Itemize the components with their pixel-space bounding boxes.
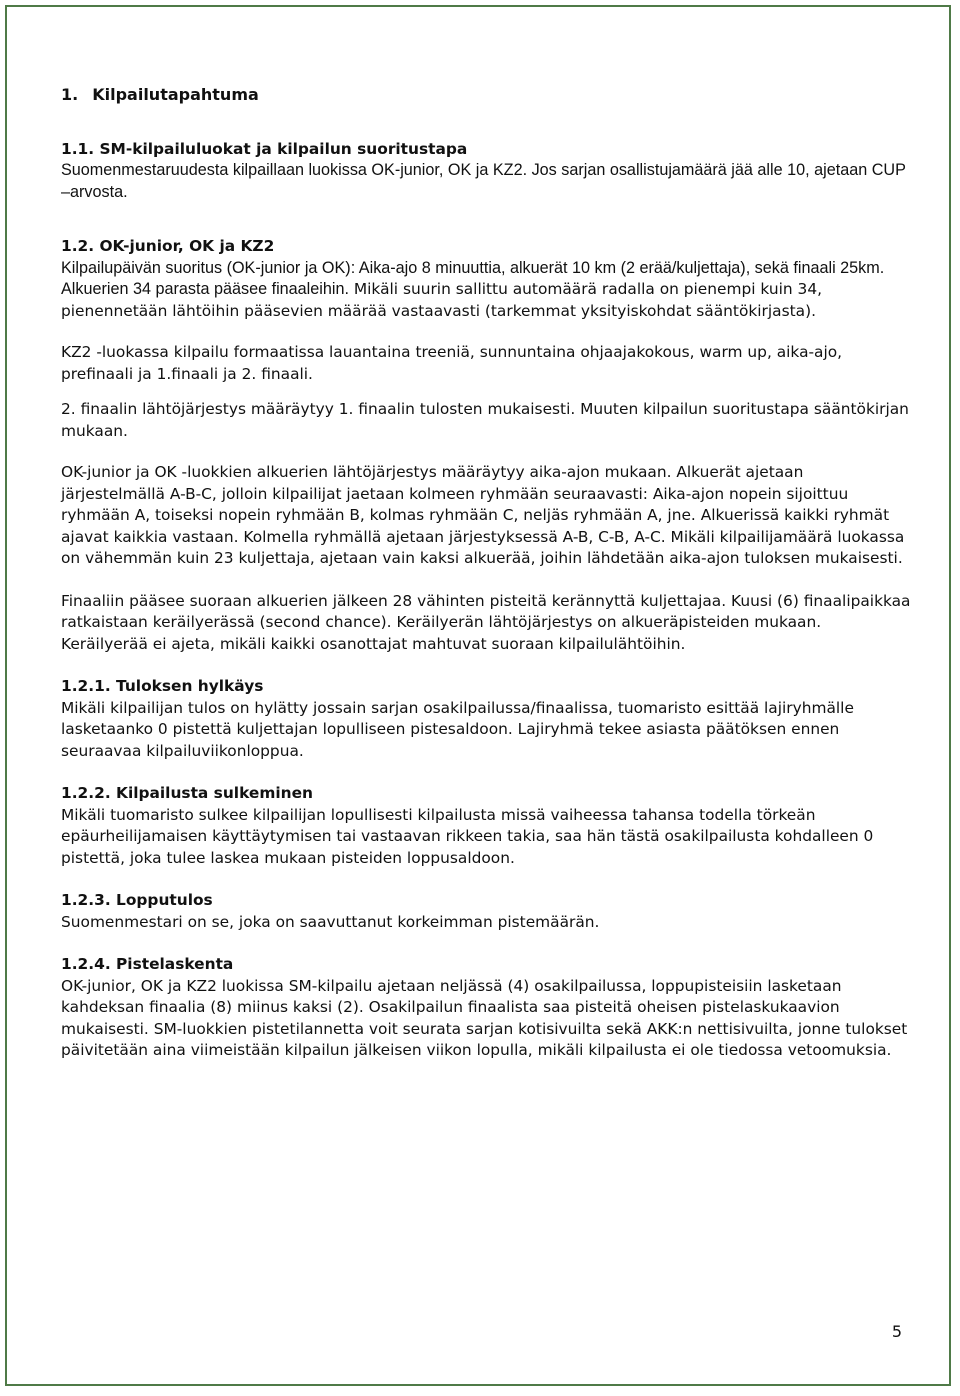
- section-1-2-text-rest: Mikäli suurin sallittu automäärä radalla on pienempi kuin 34, pienennetään lähtöihin pääsevien määrää vastaavasti (tarkemmat yksityiskohdat sääntökirjasta).: [61, 280, 823, 320]
- section-1-heading: [61, 84, 911, 106]
- paragraph-heats-order: OK-junior ja OK -luokkien alkuerien lähtöjärjestys määräytyy aika-ajon mukaan. Alkuerät ajetaan järjestelmällä A-B-C, jolloin kilpailijat jaetaan kolmeen ryhmään seuraavasti: Aika-ajon nopein sijoittuu ryhmään A, toiseksi nopein ryhmään B, kolmas ryhmään C, neljäs ryhmään A, jne. Alkuerissä kaikki ryhmät ajavat kaikkia vastaan. Kolmella ryhmällä ajetaan järjestyksessä A-B, C-B, A-C. Mikäli kilpailijamäärä luokassa on vähemmän kuin 23 kuljettaja, ajetaan vain kaksi alkuerää, joihin lähdetään aika-ajon tuloksen mukaisesti.: [61, 463, 905, 567]
- paragraph-kz2-format: KZ2 -luokassa kilpailu formaatissa lauantaina treeniä, sunnuntaina ohjaajakokous, warm up, aika-ajo, prefinaali ja 1.finaali ja 2. finaali.: [61, 343, 843, 383]
- page-number: 5: [891, 1322, 902, 1341]
- section-1-2: [61, 236, 911, 322]
- section-1-2-4-heading: 1.2.4. Pistelaskenta: [61, 955, 234, 973]
- section-1-2-text: [61, 258, 911, 323]
- section-1-2-heading: 1.2. OK-junior, OK ja KZ2: [61, 237, 275, 255]
- section-1-2-1-text: Mikäli kilpailijan tulos on hylätty jossain sarjan osakilpailussa/finaalissa, tuomaristo esittää lajiryhmälle lasketaanko 0 pistettä kuljettajan lopulliseen pistesaldoon. Lajiryhmä tekee asiasta päätöksen ennen seuraavaa kilpailuviikonloppua.: [61, 698, 854, 760]
- section-1-2-2-heading: 1.2.2. Kilpailusta sulkeminen: [61, 784, 313, 802]
- section-1-2-1: [61, 676, 911, 762]
- document-body: [61, 84, 911, 1083]
- section-1-1-heading: 1.1. SM-kilpailuluokat ja kilpailun suoritustapa: [61, 139, 468, 158]
- section-1-1-text: Suomenmestaruudesta kilpaillaan luokissa OK-junior, OK ja KZ2. Jos sarjan osallistujamäärä jää alle 10, ajetaan CUP –arvosta.: [61, 161, 906, 201]
- section-1-2-1-heading: 1.2.1. Tuloksen hylkäys: [61, 677, 264, 695]
- section-1-1: [61, 139, 911, 204]
- section-1-2-4-text: OK-junior, OK ja KZ2 luokissa SM-kilpailu ajetaan neljässä (4) osakilpailussa, loppupisteisiin lasketaan kahdeksan finaalia (8) miinus kaksi (2). Osakilpailun finaalista saa pisteitä oheisen pistelaskukaavion mukaisesti. SM-luokkien pistetilannetta voit seurata sarjan kotisivuilta sekä AKK:n nettisivuilta, jonne tulokset päivitetään aina viimeistään kilpailun jälkeisen viikon lopulla, mikäli kilpailusta ei ole tiedossa vetoomuksia.: [61, 976, 908, 1059]
- section-1-2-2: [61, 783, 911, 869]
- section-1-2-text-sans: Kilpailupäivän suoritus (OK-junior ja OK): Aika-ajo 8 minuuttia, alkuerät 10 km (2 erää/kuljettaja), sekä finaali 25km. Alkuerien 34 parasta pääsee finaaleihin.: [61, 258, 885, 298]
- section-1-2-3: [61, 890, 911, 933]
- section-1-title: Kilpailutapahtuma: [92, 85, 259, 104]
- section-1-number: 1.: [61, 85, 79, 104]
- section-1-2-2-text: Mikäli tuomaristo sulkee kilpailijan lopullisesti kilpailusta missä vaiheessa tahansa todella törkeän epäurheilijamaisen käyttäytymisen tai vastaavan rikkeen takia, saa hän tästä osakilpailusta kohdalleen 0 pistettä, joka tulee laskea mukaan pisteiden loppusaldoon.: [61, 805, 874, 867]
- section-1-2-3-text: Suomenmestari on se, joka on saavuttanut korkeimman pistemäärän.: [61, 912, 600, 931]
- section-1-2-4: [61, 954, 911, 1062]
- paragraph-final-qualification: Finaaliin pääsee suoraan alkuerien jälkeen 28 vähinten pisteitä kerännyttä kuljettajaa. Kuusi (6) finaalipaikkaa ratkaistaan keräilyerässä (second chance). Keräilyerän lähtöjärjestys on alkueräpisteiden mukaan. Keräilyerää ei ajeta, mikäli kaikki osanottajat mahtuvat suoraan kilpailulähtöihin.: [61, 591, 911, 653]
- section-1-2-3-heading: 1.2.3. Lopputulos: [61, 891, 213, 909]
- paragraph-final-order: 2. finaalin lähtöjärjestys määräytyy 1. finaalin tulosten mukaisesti. Muuten kilpailun suoritustapa sääntökirjan mukaan.: [61, 400, 909, 440]
